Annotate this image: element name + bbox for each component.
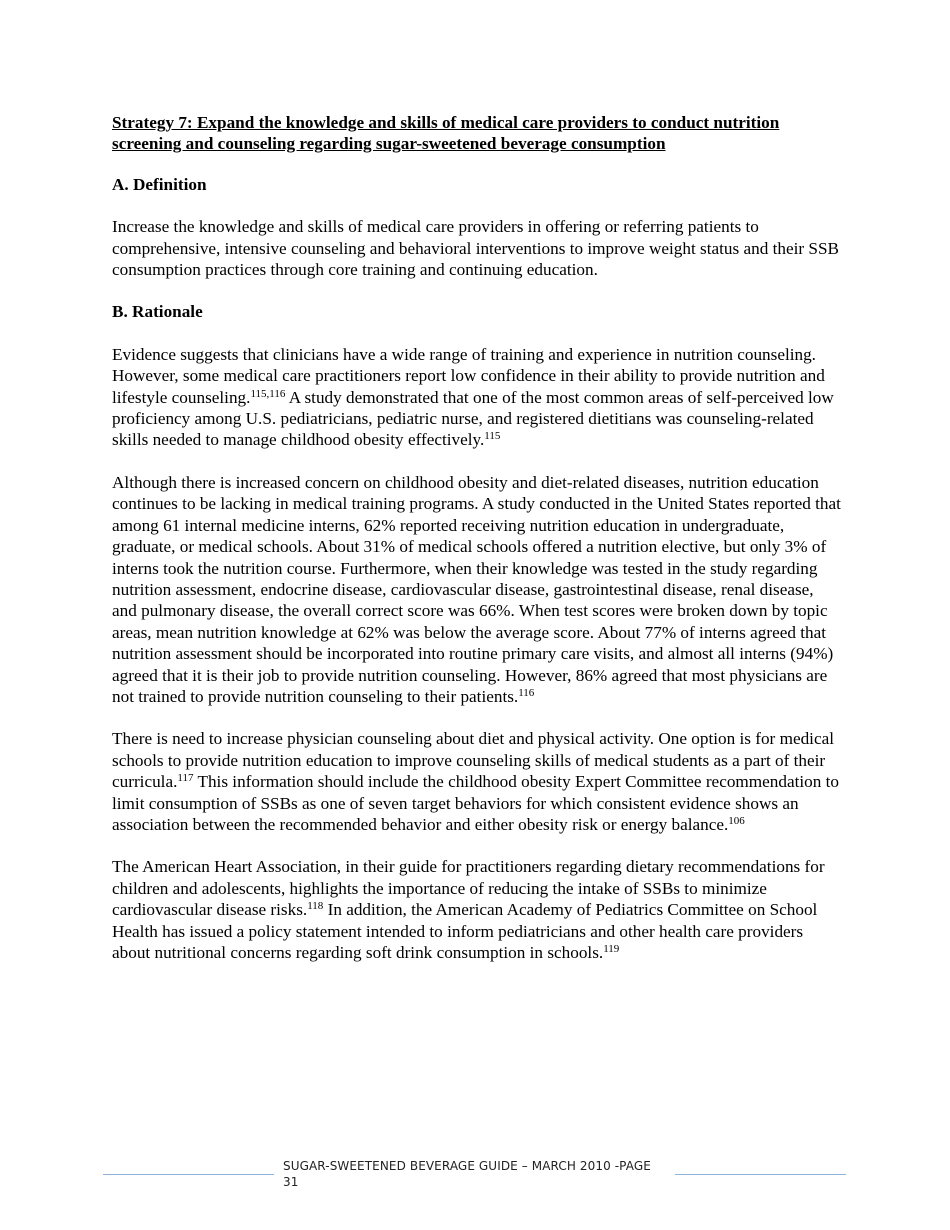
page-footer [0,1158,950,1198]
paragraph-text: This information should include the childhood obesity Expert Committee recommendation to limit consumption of SSBs as one of seven target behaviors for which consistent evidence shows an association between the recommended behavior and either obesity risk or energy balance. [112,772,839,834]
paragraph-text: Evidence suggests that clinicians have a wide range of training and experience in nutrition counseling. However, some medical care practitioners report low confidence in their ability to provide nutrition and lifestyle counseling. [112,344,825,407]
paragraph-text: Although there is increased concern on childhood obesity and diet-related diseases, nutrition education continues to be lacking in medical training programs. A study conducted in the United States reported that among 61 internal medicine interns, 62% reported receiving nutrition education in undergraduate, graduate, or medical schools. About 31% of medical schools offered a nutrition elective, but only 3% of interns took the nutrition course. Furthermore, when their knowledge was tested in the study regarding nutrition assessment, endocrine disease, cardiovascular disease, gastrointestinal disease, renal disease, and pulmonary disease, the overall correct score was 66%. When test scores were broken down by topic areas, mean nutrition knowledge at 62% was below the average score. About 77% of interns agreed that nutrition assessment should be incorporated into routine primary care visits, and almost all interns (94%) agreed that it is their job to provide nutrition counseling. However, 86% agreed that most physicians are not trained to provide nutrition counseling to their patients. [112,472,841,706]
paragraph-text: A study demonstrated that one of the most common areas of self-perceived low proficiency among U.S. pediatricians, pediatric nurse, and registered dietitians was counseling-related skills needed to manage childhood obesity effectively. [112,387,834,450]
rationale-paragraph-3 [112,728,842,835]
footer-rule-right [675,1174,846,1175]
definition-paragraph: Increase the knowledge and skills of medical care providers in offering or referring patients to comprehensive, intensive counseling and behavioral interventions to improve weight status and their SSB consumption practices through core training and continuing education. [112,217,839,280]
paragraph-text: There is need to increase physician counseling about diet and physical activity. One option is for medical schools to provide nutrition education to improve counseling skills of medical students as a part of their curricula. [112,729,834,792]
footer-rule-left [103,1174,274,1175]
citation-superscript: 115,116 [250,387,286,400]
citation-superscript: 118 [307,900,324,913]
citation-superscript: 116 [518,686,535,699]
definition-heading: A. Definition [112,174,207,194]
rationale-paragraph-4 [112,856,842,963]
paragraph-text: The American Heart Association, in their guide for practitioners regarding dietary recommendations for children and adolescents, highlights the importance of reducing the intake of SSBs to minimize cardiovascular disease risks. [112,857,825,920]
document-page [112,112,842,984]
strategy-title: Strategy 7: Expand the knowledge and skills of medical care providers to conduct nutrition screening and counseling regarding sugar-sweetened beverage consumption [112,113,780,154]
rationale-paragraph-1 [112,344,842,451]
rationale-paragraph-2 [112,472,842,707]
citation-superscript: 117 [177,772,194,785]
rationale-heading: B. Rationale [112,302,203,322]
citation-superscript: 119 [603,943,620,955]
paragraph-text: In addition, the American Academy of Pediatrics Committee on School Health has issued a policy statement intended to inform pediatricians and other health care providers about nutritional concerns regarding soft drink consumption in schools. [112,900,818,962]
footer-text: SUGAR-SWEETENED BEVERAGE GUIDE – MARCH 2010 -PAGE 31 [283,1159,651,1189]
citation-superscript: 106 [728,814,745,827]
citation-superscript: 115 [484,430,501,443]
